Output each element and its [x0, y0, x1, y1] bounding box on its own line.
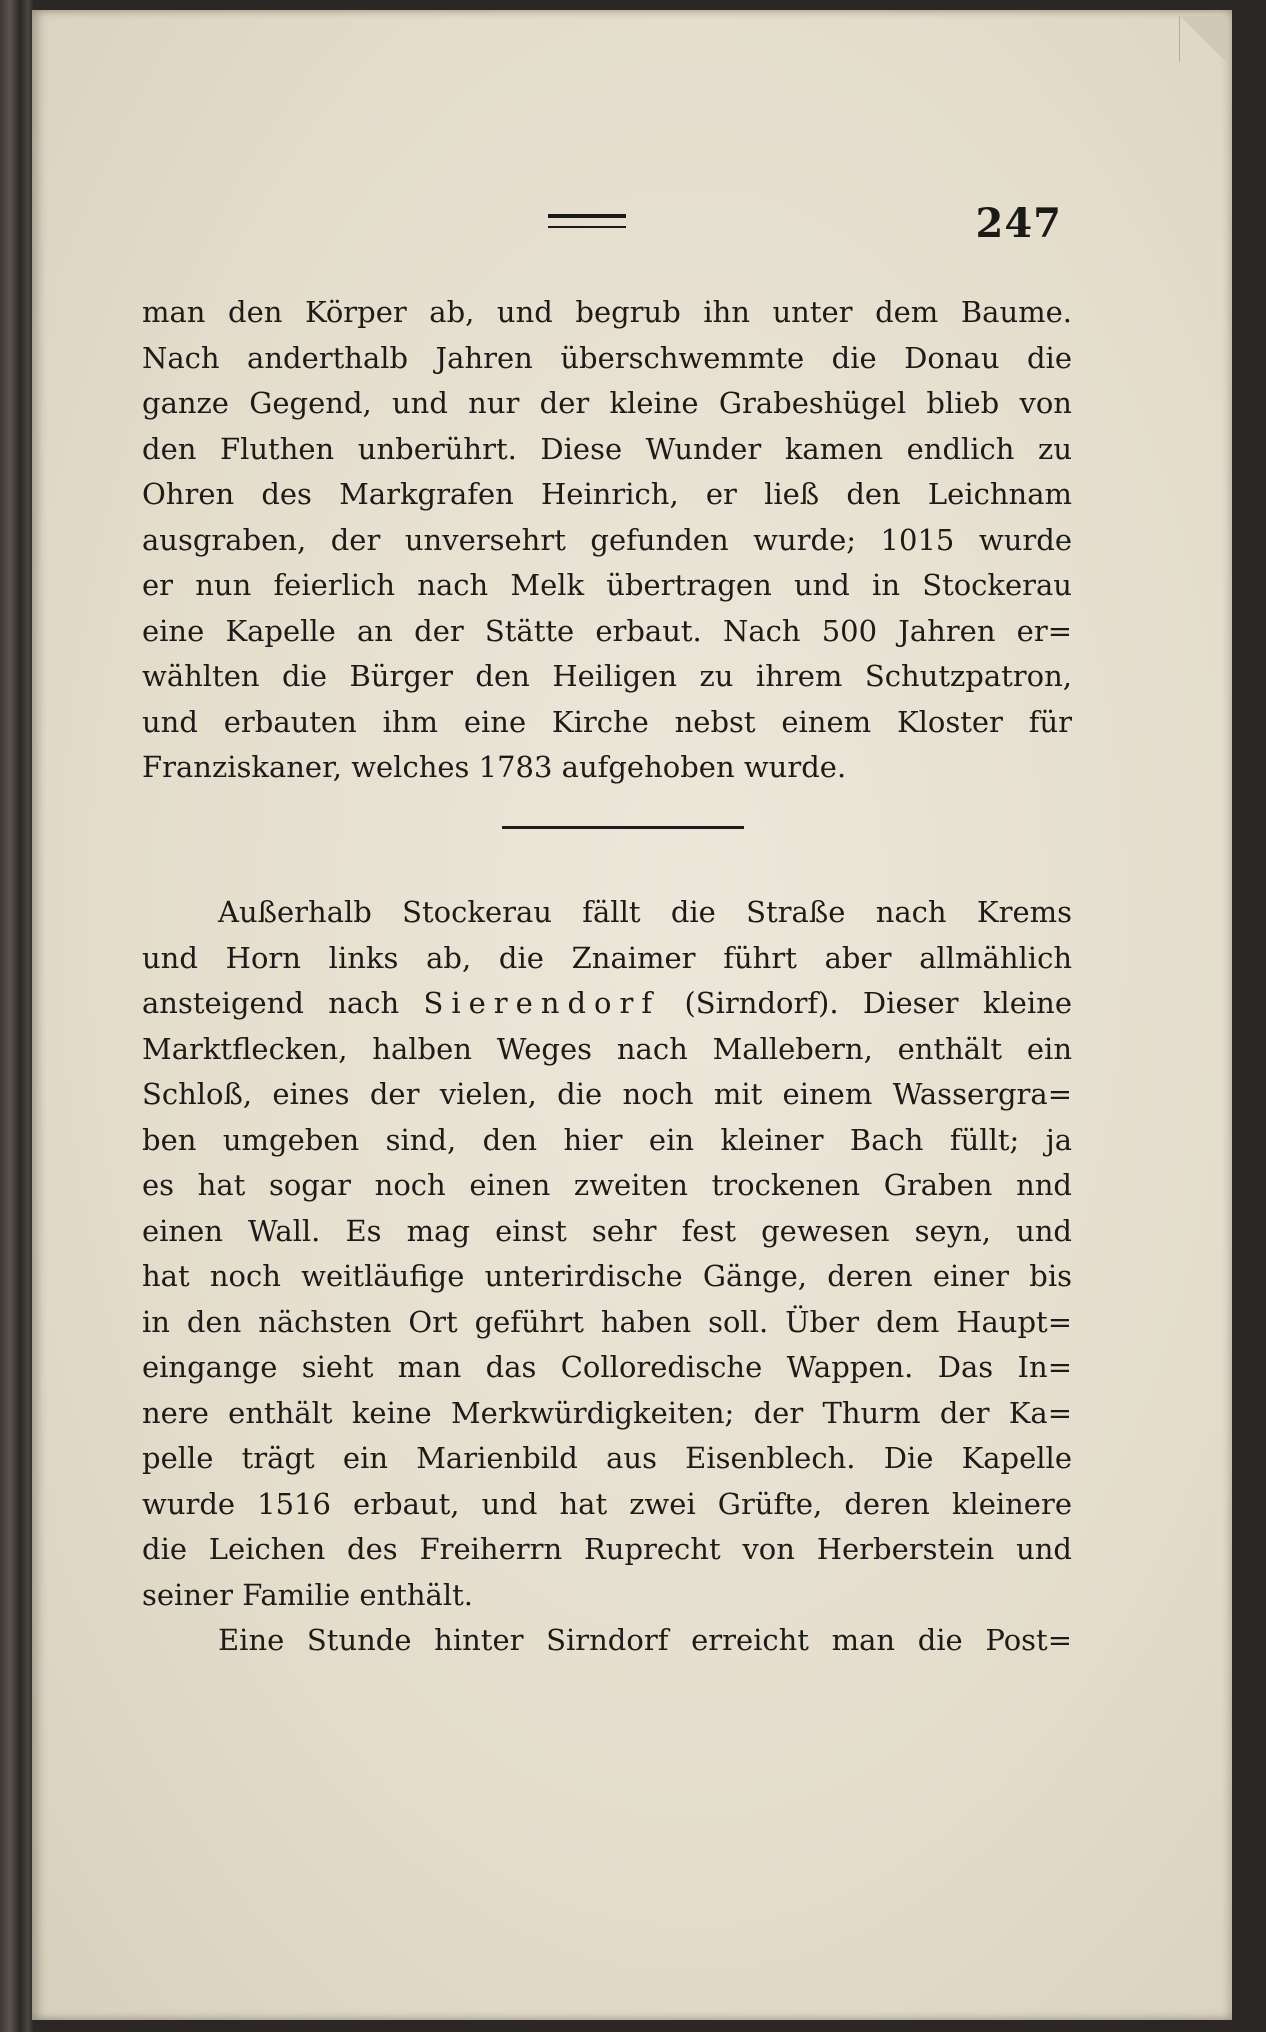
page-number: 247 — [975, 200, 1062, 247]
book-page — [32, 10, 1232, 2020]
text-line: ausgraben, der unversehrt gefunden wurde; 1015 wurde — [142, 522, 1072, 557]
section-divider — [502, 826, 744, 829]
text-line: Eine Stunde hinter Sirndorf erreicht man die Post= — [218, 1623, 1072, 1657]
text-line: Außerhalb Stockerau fällt die Straße nach Krems — [218, 895, 1072, 929]
page-header — [32, 200, 1232, 250]
text-line: Nach anderthalb Jahren überschwemmte die Donau die — [142, 340, 1072, 375]
text-line: Schloß, eines der vielen, die noch mit einem Wassergra= — [142, 1077, 1072, 1111]
text-line: pelle trägt ein Marienbild aus Eisenblech. Die Kapelle — [142, 1441, 1072, 1475]
text-line: eingange sieht man das Colloredische Wappen. Das In= — [142, 1350, 1072, 1384]
text-line: und erbauten ihm eine Kirche nebst einem Kloster für — [142, 704, 1072, 739]
page-corner-fold — [1179, 16, 1226, 62]
text-line: wurde 1516 erbaut, und hat zwei Grüfte, deren kleinere — [142, 1486, 1072, 1521]
header-ornament-rule — [548, 214, 626, 228]
text-line: und Horn links ab, die Znaimer führt aber allmählich — [142, 940, 1072, 975]
place-name-spaced: Sierendorf — [423, 986, 661, 1020]
text-line: nere enthält keine Merkwürdigkeiten; der Thurm der Ka= — [142, 1395, 1072, 1430]
text-line: man den Körper ab, und begrub ihn unter dem Baume. — [142, 295, 1072, 329]
text-line: ganze Gegend, und nur der kleine Grabeshügel blieb von — [142, 386, 1072, 420]
text-line — [142, 981, 1072, 1027]
text-line: Marktflecken, halben Weges nach Mallebern, enthält ein — [142, 1031, 1072, 1066]
text-line: die Leichen des Freiherrn Ruprecht von Herberstein und — [142, 1532, 1072, 1566]
text-segment: ansteigend nach — [142, 986, 424, 1020]
paragraph-continued — [142, 290, 1072, 791]
text-line: hat noch weitläufige unterirdische Gänge, deren einer bis — [142, 1259, 1072, 1293]
text-line: Franziskaner, welches 1783 aufgehoben wurde. — [142, 750, 847, 784]
text-line: es hat sogar noch einen zweiten trockenen Graben nnd — [142, 1168, 1072, 1202]
text-line: wählten die Bürger den Heiligen zu ihrem Schutzpatron, — [142, 659, 1072, 693]
text-line: den Fluthen unberührt. Diese Wunder kamen endlich zu — [142, 431, 1072, 466]
text-line: ben umgeben sind, den hier ein kleiner Bach füllt; ja — [142, 1122, 1072, 1157]
text-segment: (Sirndorf). Dieser kleine — [660, 986, 1072, 1020]
text-line: er nun feierlich nach Melk übertragen und in Stockerau — [142, 568, 1072, 602]
text-line: eine Kapelle an der Stätte erbaut. Nach 500 Jahren er= — [142, 613, 1072, 648]
text-line: in den nächsten Ort geführt haben soll. Über dem Haupt= — [142, 1304, 1072, 1339]
text-line: einen Wall. Es mag einst sehr fest gewesen seyn, und — [142, 1213, 1072, 1248]
text-line: seiner Familie enthält. — [142, 1577, 473, 1612]
text-line: Ohren des Markgrafen Heinrich, er ließ den Leichnam — [142, 477, 1072, 511]
paragraph-sierendorf — [142, 890, 1072, 1664]
